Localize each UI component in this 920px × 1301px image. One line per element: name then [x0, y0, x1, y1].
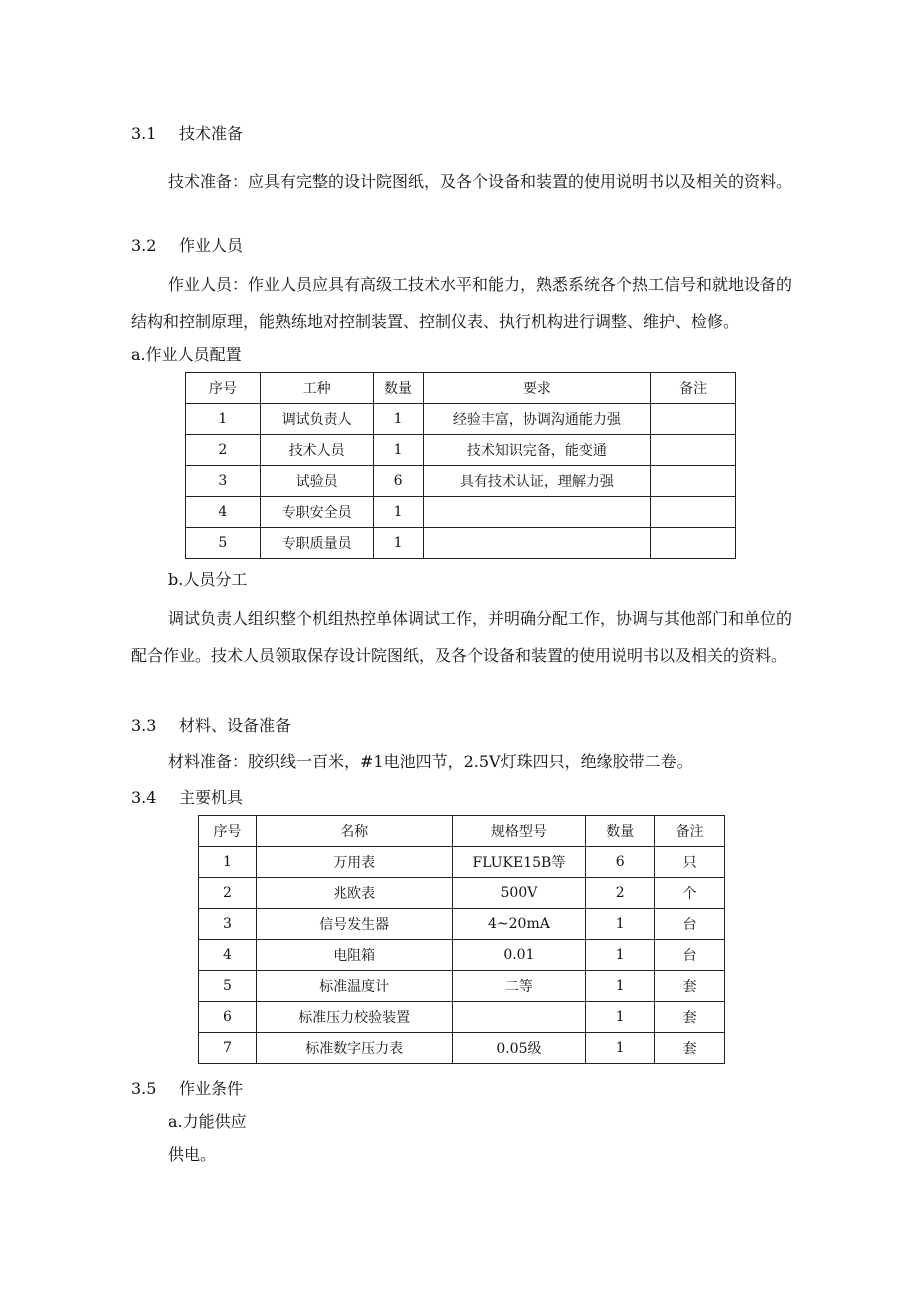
- col-header: 序号: [186, 373, 261, 404]
- staff-config-title: a.作业人员配置: [131, 345, 242, 364]
- table-row: [199, 971, 725, 1002]
- col-header: 工种: [260, 373, 373, 404]
- cell: 套: [655, 1033, 725, 1064]
- section-3-5-heading: 3.5 作业条件: [131, 1079, 244, 1098]
- section-3-2-body: 作业人员：作业人员应具有高级工技术水平和能力，熟悉系统各个热工信号和就地设备的结构和控制原理，能熟练地对控制装置、控制仪表、执行机构进行调整、维护、检修。: [131, 275, 793, 331]
- cell: 6: [586, 847, 655, 878]
- section-3-4-heading: 3.4 主要机具: [131, 788, 244, 807]
- table-row: [199, 1002, 725, 1033]
- col-header: 数量: [373, 373, 423, 404]
- section-3-1-heading: 3.1 技术准备: [131, 124, 244, 143]
- cell: 3: [199, 909, 257, 940]
- cell: 标准数字压力表: [256, 1033, 452, 1064]
- power-supply-title: a.力能供应: [168, 1112, 247, 1131]
- cell: 个: [655, 878, 725, 909]
- cell: [651, 466, 736, 497]
- section-3-2-heading: 3.2 作业人员: [131, 236, 244, 255]
- cell: [651, 497, 736, 528]
- cell: 台: [655, 909, 725, 940]
- cell: 标准温度计: [256, 971, 452, 1002]
- col-header: 序号: [199, 816, 257, 847]
- cell: 0.01: [452, 940, 586, 971]
- cell: 电阻箱: [256, 940, 452, 971]
- cell: 1: [186, 404, 261, 435]
- cell: 信号发生器: [256, 909, 452, 940]
- cell: [651, 404, 736, 435]
- cell: 5: [186, 528, 261, 559]
- col-header: 数量: [586, 816, 655, 847]
- power-supply-body: 供电。: [168, 1145, 217, 1164]
- cell: 2: [199, 878, 257, 909]
- cell: 1: [586, 1033, 655, 1064]
- col-header: 备注: [655, 816, 725, 847]
- cell: 具有技术认证，理解力强: [423, 466, 651, 497]
- staff-table: [185, 372, 736, 559]
- section-3-3-heading: 3.3 材料、设备准备: [131, 716, 292, 735]
- cell: 1: [373, 435, 423, 466]
- cell: [452, 1002, 586, 1033]
- cell: 4: [186, 497, 261, 528]
- cell: 1: [586, 1002, 655, 1033]
- table-row: [199, 1033, 725, 1064]
- col-header: 要求: [423, 373, 651, 404]
- cell: 6: [373, 466, 423, 497]
- division-body: 调试负责人组织整个机组热控单体调试工作，并明确分配工作，协调与其他部门和单位的配合作业。技术人员领取保存设计院图纸，及各个设备和装置的使用说明书以及相关的资料。: [131, 609, 793, 665]
- table-row: [199, 847, 725, 878]
- table-row: [186, 466, 736, 497]
- table-row: [186, 528, 736, 559]
- cell: 台: [655, 940, 725, 971]
- col-header: 规格型号: [452, 816, 586, 847]
- cell: 专职质量员: [260, 528, 373, 559]
- section-3-1-body: 技术准备：应具有完整的设计院图纸，及各个设备和装置的使用说明书以及相关的资料。: [168, 172, 793, 191]
- staff-table-header: [186, 373, 736, 404]
- tools-table: [198, 815, 725, 1064]
- cell: 1: [373, 404, 423, 435]
- table-row: [199, 940, 725, 971]
- tools-table-header: [199, 816, 725, 847]
- table-row: [186, 497, 736, 528]
- cell: 7: [199, 1033, 257, 1064]
- col-header: 备注: [651, 373, 736, 404]
- cell: 调试负责人: [260, 404, 373, 435]
- col-header: 名称: [256, 816, 452, 847]
- cell: 1: [373, 528, 423, 559]
- cell: 1: [199, 847, 257, 878]
- cell: 二等: [452, 971, 586, 1002]
- cell: 500V: [452, 878, 586, 909]
- table-row: [199, 909, 725, 940]
- cell: 3: [186, 466, 261, 497]
- cell: 经验丰富，协调沟通能力强: [423, 404, 651, 435]
- cell: 6: [199, 1002, 257, 1033]
- table-row: [186, 435, 736, 466]
- cell: 2: [586, 878, 655, 909]
- cell: 1: [586, 971, 655, 1002]
- cell: 专职安全员: [260, 497, 373, 528]
- cell: 只: [655, 847, 725, 878]
- cell: [651, 435, 736, 466]
- table-row: [199, 878, 725, 909]
- cell: 0.05级: [452, 1033, 586, 1064]
- cell: 5: [199, 971, 257, 1002]
- cell: [651, 528, 736, 559]
- cell: 1: [586, 940, 655, 971]
- cell: 1: [586, 909, 655, 940]
- division-title: b.人员分工: [168, 570, 248, 589]
- cell: 套: [655, 1002, 725, 1033]
- section-3-3-body: 材料准备：胶织线一百米，#1电池四节，2.5V灯珠四只，绝缘胶带二卷。: [168, 752, 693, 771]
- cell: 套: [655, 971, 725, 1002]
- cell: FLUKE15B等: [452, 847, 586, 878]
- cell: 试验员: [260, 466, 373, 497]
- cell: 2: [186, 435, 261, 466]
- cell: 4: [199, 940, 257, 971]
- cell: [423, 528, 651, 559]
- cell: 万用表: [256, 847, 452, 878]
- cell: 4~20mA: [452, 909, 586, 940]
- cell: 标准压力校验装置: [256, 1002, 452, 1033]
- cell: 技术人员: [260, 435, 373, 466]
- table-row: [186, 404, 736, 435]
- cell: 技术知识完备，能变通: [423, 435, 651, 466]
- cell: [423, 497, 651, 528]
- cell: 1: [373, 497, 423, 528]
- cell: 兆欧表: [256, 878, 452, 909]
